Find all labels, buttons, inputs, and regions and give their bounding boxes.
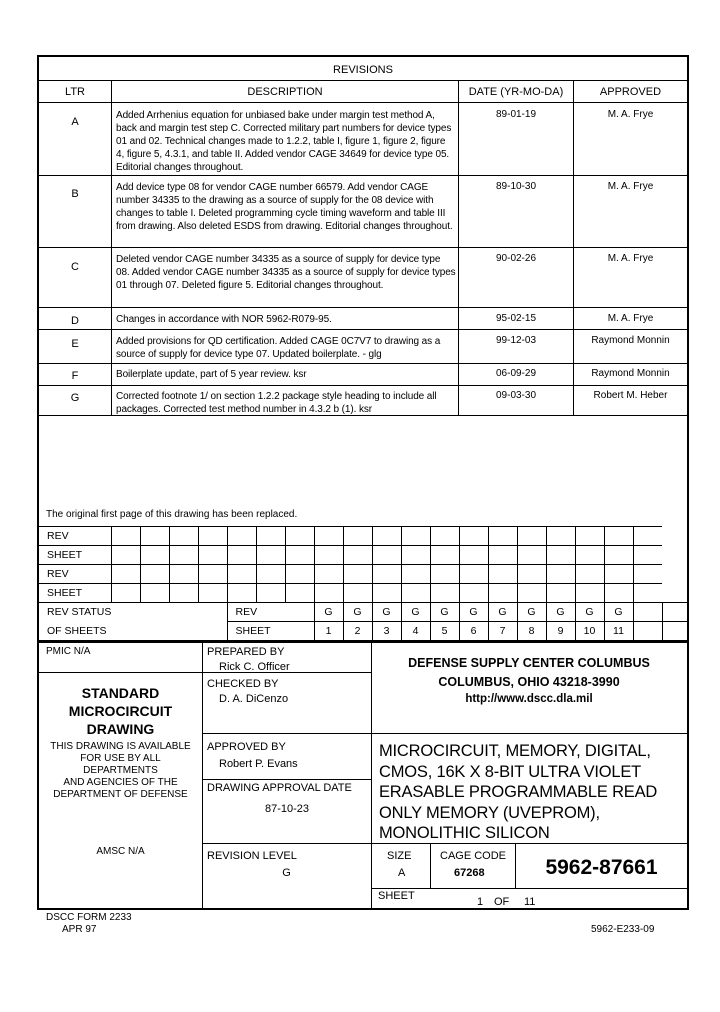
availability-line: AND AGENCIES OF THE bbox=[63, 777, 178, 788]
divider bbox=[371, 733, 687, 734]
sheet-row-1 bbox=[39, 546, 687, 565]
replaced-note: The original first page of this drawing has been replaced. bbox=[46, 509, 298, 520]
revisions-title: REVISIONS bbox=[333, 64, 393, 76]
revision-level-value: G bbox=[282, 867, 291, 879]
dscc-url: http://www.dscc.dla.mil bbox=[465, 693, 593, 705]
rev-row-2 bbox=[39, 565, 687, 584]
rev-ltr: F bbox=[71, 370, 79, 382]
divider bbox=[202, 779, 371, 780]
prepared-by-label: PREPARED BY bbox=[207, 646, 285, 658]
drawing-title-line: ONLY MEMORY (UVEPROM), bbox=[379, 803, 600, 822]
status-sheet-cell: 7 bbox=[488, 622, 517, 641]
divider bbox=[39, 80, 687, 81]
dscc-name: DEFENSE SUPPLY CENTER COLUMBUS bbox=[408, 656, 650, 670]
rev-approved: M. A. Frye bbox=[607, 109, 654, 120]
standard-heading bbox=[39, 684, 202, 738]
rev-date: 90-02-26 bbox=[495, 253, 537, 264]
size-label: SIZE bbox=[387, 850, 412, 862]
sheet-total: 11 bbox=[524, 896, 536, 908]
amsc-label: AMSC N/A bbox=[96, 846, 145, 857]
rev-approved: M. A. Frye bbox=[607, 253, 654, 264]
status-rev-cell: G bbox=[430, 603, 459, 622]
divider bbox=[430, 843, 431, 888]
divider bbox=[39, 102, 687, 103]
status-rev-cell: G bbox=[546, 603, 575, 622]
status-sheet-cell: 8 bbox=[517, 622, 546, 641]
drawing-number: 5962-87661 bbox=[545, 856, 658, 879]
rev-approved: Raymond Monnin bbox=[591, 335, 670, 346]
status-sheet-label: SHEET bbox=[227, 622, 314, 641]
status-rev-cell: G bbox=[343, 603, 372, 622]
standard-line: MICROCIRCUIT bbox=[68, 703, 173, 719]
status-sheet-cell: 10 bbox=[575, 622, 604, 641]
availability-line: THIS DRAWING IS AVAILABLE bbox=[50, 741, 191, 752]
form-number: DSCC FORM 2233 bbox=[46, 912, 132, 923]
rev-approved: M. A. Frye bbox=[607, 313, 654, 324]
divider bbox=[39, 307, 687, 308]
of-sheets-row bbox=[39, 622, 687, 641]
cage-code-label: CAGE CODE bbox=[440, 850, 507, 862]
divider bbox=[39, 247, 687, 248]
sheet-label: SHEET bbox=[39, 546, 111, 565]
status-sheet-cell: 9 bbox=[546, 622, 575, 641]
of-sheets-label: OF SHEETS bbox=[39, 622, 227, 641]
status-rev-cell: G bbox=[517, 603, 546, 622]
prepared-by-value: Rick C. Officer bbox=[219, 661, 290, 673]
divider bbox=[39, 641, 687, 643]
status-sheet-cell: 6 bbox=[459, 622, 488, 641]
sheet-label: SHEET bbox=[378, 890, 415, 902]
rev-label: REV bbox=[39, 527, 111, 546]
drawing-title-line: CMOS, 16K X 8-BIT ULTRA VIOLET bbox=[379, 762, 642, 781]
rev-description: Boilerplate update, part of 5 year review. ksr bbox=[116, 369, 307, 380]
rev-approved: M. A. Frye bbox=[607, 181, 654, 192]
approved-by-value: Robert P. Evans bbox=[219, 758, 298, 770]
divider bbox=[39, 175, 687, 176]
divider bbox=[202, 733, 371, 734]
rev-date: 99-12-03 bbox=[495, 335, 537, 346]
rev-ltr: A bbox=[71, 116, 79, 128]
rev-ltr: C bbox=[71, 261, 79, 273]
rev-ltr: D bbox=[71, 315, 79, 327]
divider bbox=[39, 363, 687, 364]
col-header-date: DATE (YR-MO-DA) bbox=[468, 86, 564, 98]
sheet-label: SHEET bbox=[39, 584, 111, 603]
status-sheet-cell: 1 bbox=[314, 622, 343, 641]
divider bbox=[39, 415, 687, 416]
sheet-of: OF bbox=[494, 896, 510, 908]
approved-by-label: APPROVED BY bbox=[207, 741, 286, 753]
status-rev-cell: G bbox=[372, 603, 401, 622]
rev-ltr: G bbox=[70, 392, 80, 404]
drawing-frame bbox=[37, 55, 689, 910]
rev-approved: Robert M. Heber bbox=[593, 390, 668, 401]
status-rev-cell: G bbox=[401, 603, 430, 622]
status-rev-cell: G bbox=[314, 603, 343, 622]
rev-date: 89-10-30 bbox=[495, 181, 537, 192]
rev-date: 89-01-19 bbox=[495, 109, 537, 120]
rev-row-1 bbox=[39, 527, 687, 546]
rev-date: 95-02-15 bbox=[495, 313, 537, 324]
rev-description: Added Arrhenius equation for unbiased bake under margin test method A, back and margin test step C. Corrected military part numbers for device types 01 and 02. Technical changes made to 1.2.2, table I, figure 1, figure 2, figure 4, figure 5, 4.3.1, and table II. Added vendor CAGE 34649 for device type 05. Editorial changes throughout. bbox=[116, 110, 452, 173]
size-value: A bbox=[398, 867, 406, 879]
rev-date: 09-03-30 bbox=[495, 390, 537, 401]
standard-line: STANDARD bbox=[81, 685, 160, 701]
col-header-approved: APPROVED bbox=[599, 86, 662, 98]
rev-status-row bbox=[39, 603, 687, 622]
standard-line: DRAWING bbox=[86, 721, 155, 737]
rev-label: REV bbox=[39, 565, 111, 584]
pmic-label: PMIC N/A bbox=[46, 646, 91, 657]
sheet-number: 1 bbox=[477, 896, 484, 908]
approval-date-value: 87-10-23 bbox=[265, 803, 310, 815]
rev-ltr: E bbox=[71, 338, 79, 350]
cage-code-value: 67268 bbox=[454, 867, 485, 879]
divider bbox=[39, 329, 687, 330]
status-rev-cell: G bbox=[575, 603, 604, 622]
divider bbox=[371, 888, 687, 889]
rev-date: 06-09-29 bbox=[495, 368, 537, 379]
rev-description: Changes in accordance with NOR 5962-R079-95. bbox=[116, 314, 332, 325]
rev-status-label: REV STATUS bbox=[39, 603, 227, 622]
availability-line: DEPARTMENTS bbox=[83, 765, 158, 776]
status-sheet-cell: 2 bbox=[343, 622, 372, 641]
col-header-description: DESCRIPTION bbox=[247, 86, 323, 98]
status-rev-cell: G bbox=[459, 603, 488, 622]
rev-description: Corrected footnote 1/ on section 1.2.2 package style heading to include all packages. Corrected test method number in 4.3.2 b (1). ksr bbox=[116, 391, 437, 415]
checked-by-value: D. A. DiCenzo bbox=[219, 693, 289, 705]
rev-description: Deleted vendor CAGE number 34335 as a source of supply for device type 08. Added vendor CAGE number 34335 as a source of supply for device types 01 through 07. Deleted figure 5. Editorial changes throughout. bbox=[116, 254, 456, 291]
drawing-title-line: MONOLITHIC SILICON bbox=[379, 824, 550, 842]
rev-description: Added provisions for QD certification. Added CAGE 0C7V7 to drawing as a source of supply for device type 07. Updated boilerplate. - glg bbox=[116, 336, 441, 360]
availability-note bbox=[39, 741, 202, 801]
checked-by-label: CHECKED BY bbox=[207, 678, 279, 690]
sheet-status-grid bbox=[39, 526, 687, 641]
status-sheet-cell: 4 bbox=[401, 622, 430, 641]
divider bbox=[39, 385, 687, 386]
status-sheet-cell: 11 bbox=[604, 622, 633, 641]
form-code: 5962-E233-09 bbox=[591, 924, 655, 935]
rev-approved: Raymond Monnin bbox=[591, 368, 670, 379]
rev-ltr: B bbox=[71, 188, 79, 200]
availability-line: DEPARTMENT OF DEFENSE bbox=[53, 789, 188, 800]
approval-date-label: DRAWING APPROVAL DATE bbox=[207, 782, 352, 794]
dscc-city: COLUMBUS, OHIO 43218-3990 bbox=[438, 675, 620, 689]
form-date: APR 97 bbox=[62, 924, 97, 935]
status-rev-cell: G bbox=[488, 603, 517, 622]
col-header-ltr: LTR bbox=[65, 86, 85, 98]
status-sheet-cell: 5 bbox=[430, 622, 459, 641]
status-rev-cell: G bbox=[604, 603, 633, 622]
sheet-row-2 bbox=[39, 584, 687, 603]
status-rev-label: REV bbox=[227, 603, 314, 622]
availability-line: FOR USE BY ALL bbox=[80, 753, 161, 764]
status-sheet-cell: 3 bbox=[372, 622, 401, 641]
drawing-title bbox=[379, 741, 684, 844]
drawing-title-line: MICROCIRCUIT, MEMORY, DIGITAL, bbox=[379, 742, 651, 760]
dscc-address bbox=[371, 654, 687, 706]
rev-description: Add device type 08 for vendor CAGE number 66579. Add vendor CAGE number 34335 to the drawing as a source of supply for the 08 device with changes to table I. Deleted programming cycle timing waveform and table III from drawing. Also deleted ESDS from drawing. Editorial changes throughout. bbox=[116, 182, 453, 232]
revision-level-label: REVISION LEVEL bbox=[207, 850, 297, 862]
drawing-title-line: ERASABLE PROGRAMMABLE READ bbox=[379, 783, 658, 801]
divider bbox=[39, 672, 202, 673]
